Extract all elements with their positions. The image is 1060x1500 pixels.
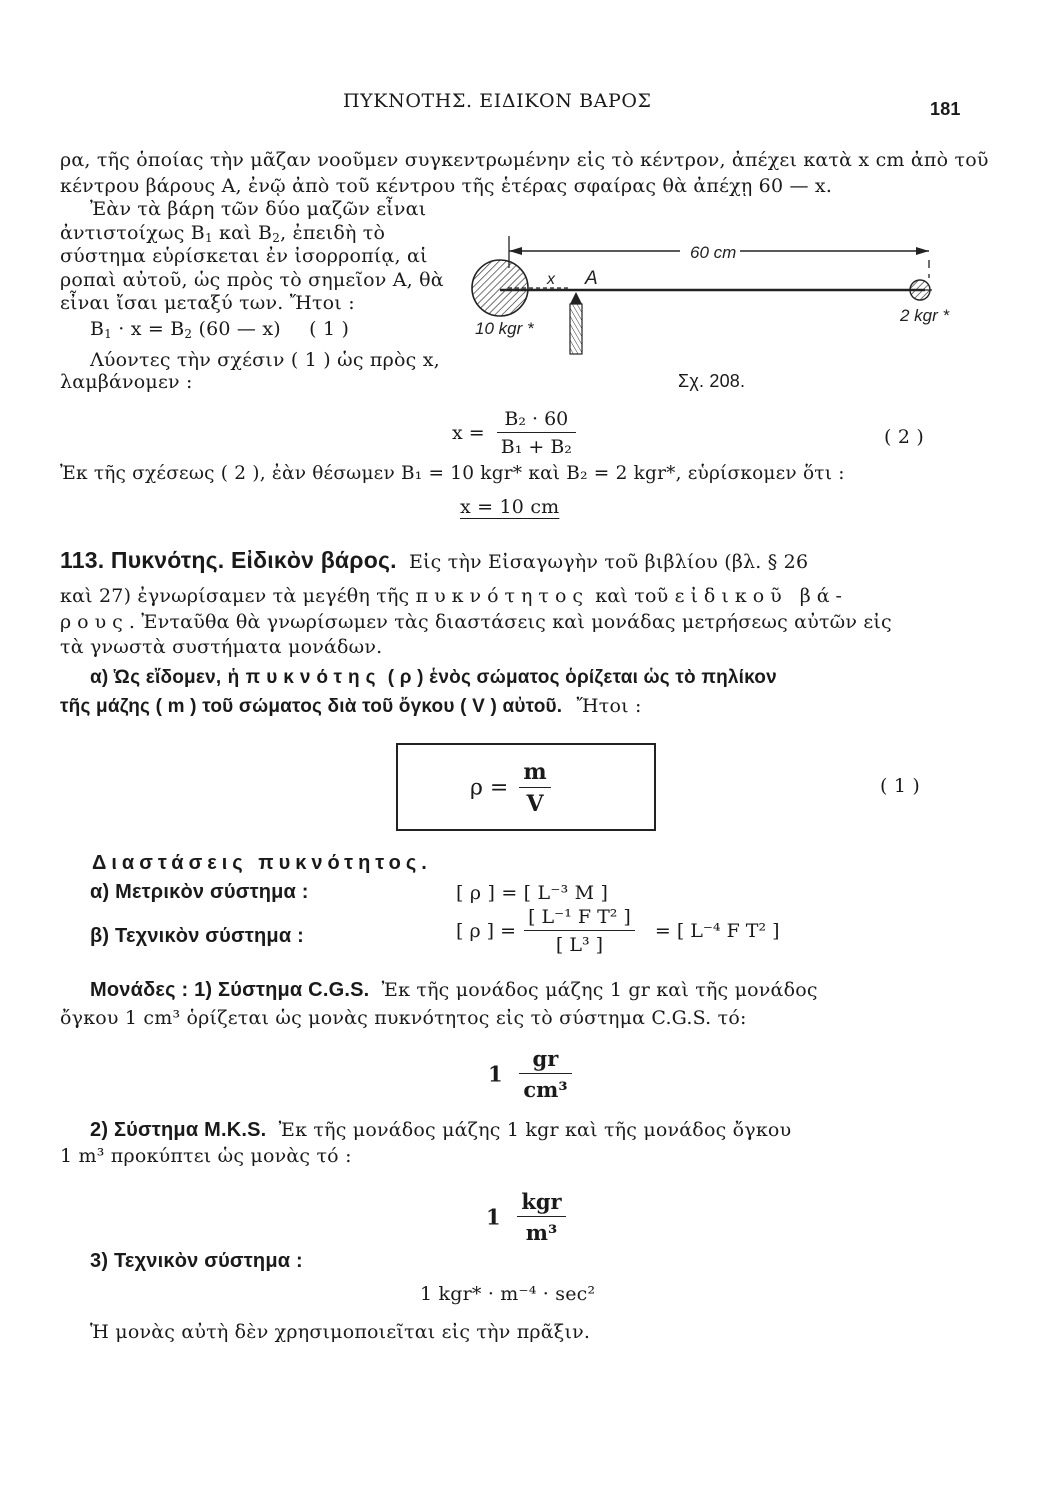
mks-unit-one: 1 (486, 1204, 501, 1230)
mks-text-1: Ἐκ τῆς μονάδος μάζης 1 kgr καὶ τῆς μονάδος ὄγκου (278, 1119, 792, 1141)
intro-line-1: ρα, τῆς ὁποίας τὴν μᾶζαν νοοῦμεν συγκεντρωμένην εἰς τὸ κέντρον, ἀπέχει κατὰ x cm ἀπὸ τοῦ (60, 149, 989, 171)
s3a: ρους (60, 611, 129, 633)
intro-line-2: κέντρου βάρους Α, ἐνῷ ἀπὸ τοῦ κέντρου τῆς ἑτέρας σφαίρας θὰ ἀπέχῃ 60 — x. (60, 175, 833, 197)
intro-line-10: λαμβάνομεν : (60, 371, 193, 393)
cgs-unit-one: 1 (488, 1061, 503, 1087)
technical-label: β) Τεχνικὸν σύστημα : (90, 925, 304, 947)
intro-line-6: ροπαὶ αὐτοῦ, ὡς πρὸς τὸ σημεῖον Α, θὰ (60, 269, 444, 291)
fulcrum-tip (570, 292, 582, 304)
result-x: x = 10 cm (460, 496, 560, 518)
right-mass-label: 2 kgr * (900, 306, 950, 325)
tech-denominator: [ L³ ] (555, 934, 604, 956)
units-heading: Μονάδες : 1) Σύστημα C.G.S. (90, 979, 370, 1001)
definition-line-1 (90, 668, 777, 687)
s2b: πυκνότητος (415, 585, 590, 607)
intro-line-4: ἀντιστοίχως $B_1$ καὶ $B_2$, ἐπειδὴ τὸ (60, 222, 386, 245)
section-title: 113. Πυκνότης. Εἰδικὸν βάρος. (60, 547, 397, 573)
tech-numerator: [ L⁻¹ F T² ] (524, 906, 635, 931)
intro-line-7: εἶναι ἴσαι μεταξύ των. Ἤτοι : (60, 292, 355, 314)
box-numerator: m (519, 759, 550, 788)
intro-line-4a: ἀντιστοίχως B (60, 222, 205, 244)
equation-1: $B_1 \cdot x = B_2$ (60 — x) ( 1 ) (90, 318, 350, 341)
s2a: καὶ 27) ἐγνωρίσαμεν τὰ μεγέθη τῆς (60, 585, 410, 607)
cgs-unit-numerator: gr (519, 1046, 571, 1074)
mks-unit-numerator: kgr (517, 1189, 565, 1217)
cgs-text-1: Ἐκ τῆς μονάδος μάζης 1 gr καὶ τῆς μονάδος (381, 979, 818, 1001)
mks-line-2: 1 m³ προκύπτει ὡς μονὰς τό : (60, 1145, 352, 1167)
arrow-right-icon (916, 247, 929, 255)
substitution-text: Ἐκ τῆς σχέσεως ( 2 ), ἐὰν θέσωμεν B₁ = 10 kgr* καὶ B₂ = 2 kgr*, εὑρίσκομεν ὅτι : (60, 463, 845, 484)
eq1-number: ( 1 ) (309, 318, 350, 340)
s3b: . Ἐνταῦθα θὰ γνωρίσωμεν τὰς διαστάσεις καὶ μονάδας μετρήσεως αὐτῶν εἰς (128, 611, 892, 633)
running-title: ΠΥΚΝΟΤΗΣ. ΕΙΔΙΚΟΝ ΒΑΡΟΣ (343, 90, 652, 112)
section-113-line-3 (60, 613, 892, 632)
intro-line-4b: καὶ B (212, 222, 273, 244)
tech-lhs: [ ρ ] = (456, 920, 517, 942)
arrow-left-icon (509, 247, 522, 255)
eq2-denominator: B₁ + B₂ (500, 436, 572, 458)
eq1-a: B (90, 318, 105, 340)
eq2-tag: ( 2 ) (884, 426, 924, 448)
box-tag: ( 1 ) (880, 775, 920, 797)
closing-sentence: Ἡ μονὰς αὐτὴ δὲν χρησιμοποιεῖται εἰς τὴν πρᾶξιν. (90, 1321, 591, 1343)
tech-rhs: = [ L⁻⁴ F T² ] (654, 920, 780, 942)
intro-line-4c: , ἐπειδὴ τὸ (280, 222, 386, 244)
dimensions-heading: Διαστάσεις πυκνότητος. (92, 852, 432, 874)
s2c: καὶ τοῦ (595, 585, 669, 607)
page-number: 181 (930, 99, 961, 119)
cgs-unit (488, 1046, 572, 1102)
box-lhs: ρ = (470, 775, 509, 801)
mks-line-1 (90, 1120, 791, 1140)
def1a: α) Ὡς εἴδομεν, (90, 667, 222, 688)
eq1-b: · x = B (112, 318, 185, 340)
density-formula-box (396, 743, 656, 831)
def1b: ἡ (227, 667, 240, 688)
mks-heading: 2) Σύστημα M.K.S. (90, 1119, 267, 1141)
section-113-line-4: τὰ γνωστὰ συστήματα μονάδων. (60, 636, 383, 658)
distance-label: 60 cm (690, 243, 737, 262)
equation-2 (452, 408, 576, 458)
technical-unit: 1 kgr* · m⁻⁴ · sec² (420, 1283, 596, 1305)
def1c: πυκνότης (245, 667, 382, 688)
eq1-c: (60 — x) (192, 318, 281, 340)
definition-line-2 (60, 697, 642, 716)
eq2-numerator: B₂ · 60 (497, 408, 576, 433)
cgs-unit-denominator: cm³ (523, 1077, 568, 1102)
intro-line-9: Λύοντες τὴν σχέσιν ( 1 ) ὡς πρὸς x, (90, 349, 440, 371)
technical-formula (456, 906, 780, 956)
metric-label: α) Μετρικὸν σύστημα : (90, 881, 309, 903)
a-label: A (585, 268, 598, 289)
def2-tail: Ἤτοι : (576, 695, 642, 717)
box-denominator: V (526, 791, 544, 817)
left-sphere (472, 260, 528, 316)
x-label: x (547, 271, 555, 288)
section-113-line-1 (60, 549, 808, 572)
left-mass-label: 10 kgr * (475, 319, 534, 338)
technical-units-heading: 3) Τεχνικὸν σύστημα : (90, 1250, 303, 1272)
section-113-line-2 (60, 587, 848, 606)
mks-unit-denominator: m³ (525, 1220, 558, 1245)
cgs-line-1 (90, 980, 818, 1000)
def1d: ( ρ ) ἑνὸς σώματος ὁρίζεται ὡς τὸ πηλίκον (387, 667, 777, 688)
eq2-lhs: x = (452, 422, 485, 444)
mks-unit (486, 1189, 566, 1245)
metric-value: [ ρ ] = [ L⁻³ M ] (456, 882, 609, 904)
intro-line-3: Ἐὰν τὰ βάρη τῶν δύο μαζῶν εἶναι (90, 198, 427, 220)
figure-caption: Σχ. 208. (678, 371, 746, 391)
section-line-1: Εἰς τὴν Εἰσαγωγὴν τοῦ βιβλίου (βλ. § 26 (408, 551, 809, 573)
intro-line-5: σύστημα εὑρίσκεται ἐν ἰσορροπίᾳ, αἱ (60, 245, 428, 267)
cgs-line-2: ὄγκου 1 cm³ ὁρίζεται ὡς μονὰς πυκνότητος εἰς τὸ σύστημα C.G.S. τό: (60, 1007, 747, 1029)
def2: τῆς μάζης ( m ) τοῦ σώματος διὰ τοῦ ὄγκου ( V ) αὐτοῦ. (60, 696, 563, 717)
s2d: εἰδικοῦ βά- (674, 585, 848, 607)
fulcrum-post (570, 304, 582, 354)
